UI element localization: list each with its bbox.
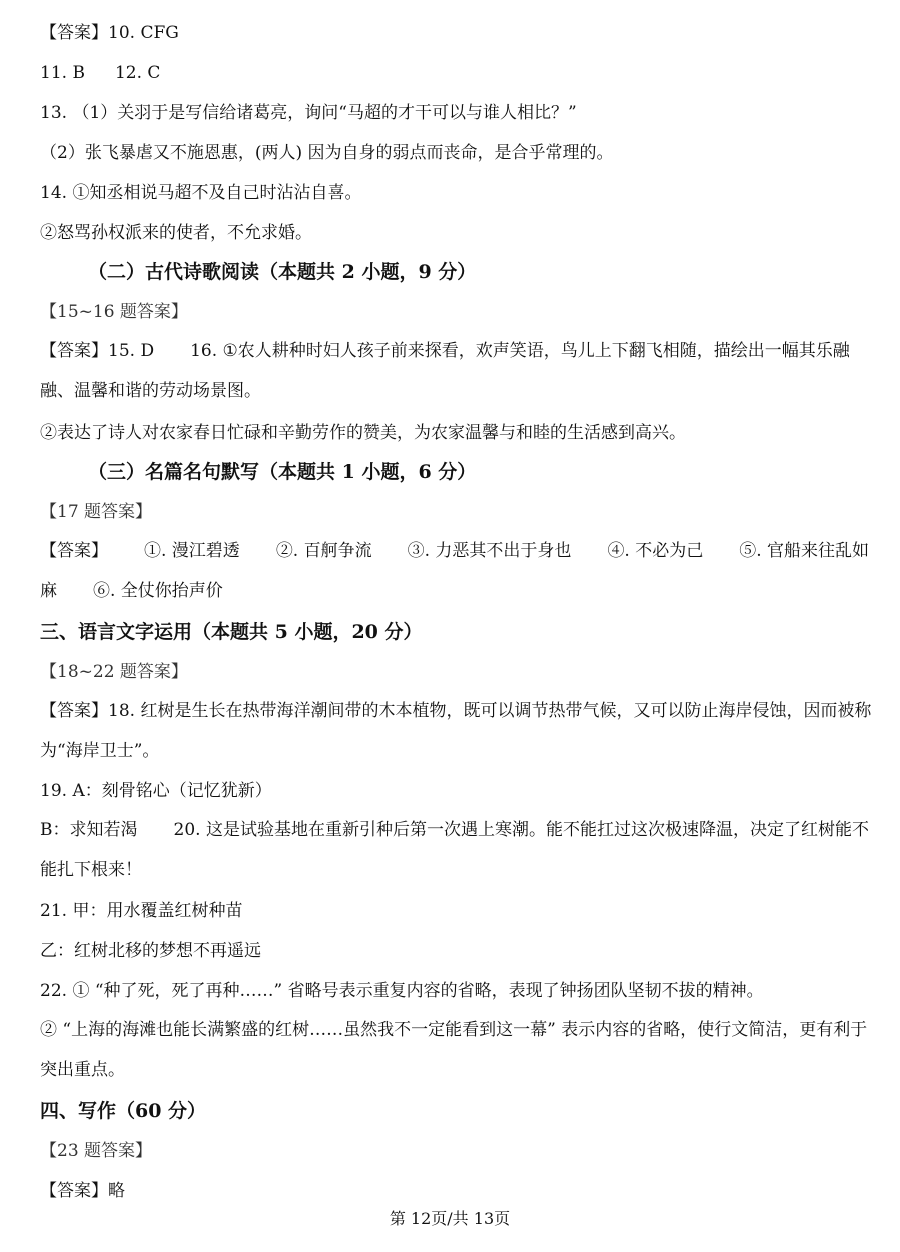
section-heading-dictation: （三）名篇名句默写（本题共 1 小题，6 分） [88, 461, 477, 483]
answer-14-part1: 14. ①知丞相说马超不及自己时沾沾自喜。 [40, 183, 362, 203]
answer-21-b: 乙：红树北移的梦想不再遥远 [40, 941, 261, 961]
answer-18: 【答案】18. 红树是生长在热带海洋潮间带的木本植物，既可以调节热带气候，又可以防止海岸侵蚀，因而被称为“海岸卫士”。 [40, 701, 872, 761]
dictation-item-2: ②. 百舸争流 [275, 541, 372, 561]
answer-20: 20. 这是试验基地在重新引种后第一次遇上寒潮。能不能扛过这次极速降温，决定了红树能不能扎下根来！ [40, 820, 869, 880]
dictation-item-5: ⑤. 官船来往乱如麻 [40, 541, 870, 601]
answer-19-b: B：求知若渴 [40, 820, 138, 840]
answer-group-18-22: 【18~22 题答案】 [40, 662, 188, 682]
answer-22-part1: 22. ① “种了死，死了再种……” 省略号表示重复内容的省略，表现了钟扬团队坚韧不拔的精神。 [40, 981, 764, 1001]
page-number-footer: 第 12页/共 13页 [389, 1209, 511, 1228]
section-heading-poetry: （二）古代诗歌阅读（本题共 2 小题，9 分） [88, 261, 477, 283]
answer-group-23: 【23 题答案】 [40, 1141, 153, 1161]
answer-23: 【答案】略 [40, 1181, 125, 1201]
dictation-item-6: ⑥. 全仗你抬声价 [93, 581, 223, 601]
answer-group-17: 【17 题答案】 [40, 502, 153, 522]
answer-10: 【答案】10. CFG [40, 23, 179, 43]
answer-17 [40, 531, 872, 611]
answer-group-15-16: 【15~16 题答案】 [40, 302, 188, 322]
answers-11-12 [40, 61, 872, 85]
dictation-item-4: ④. 不必为己 [607, 541, 704, 561]
answer-11: 11. B [40, 63, 85, 83]
answer-16: 16. ①农人耕种时妇人孩子前来探看，欢声笑语，鸟儿上下翻飞相随，描绘出一幅其乐融融、温馨和谐的劳动场景图。 [40, 341, 850, 401]
dictation-item-3: ③. 力恶其不出于身也 [407, 541, 572, 561]
answer-22-part2: ② “上海的海滩也能长满繁盛的红树……虽然我不一定能看到这一幕” 表示内容的省略，使行文简洁，更有利于突出重点。 [40, 1020, 868, 1080]
answers-19b-20 [40, 810, 872, 890]
answer-14-part2: ②怒骂孙权派来的使者，不允求婚。 [40, 223, 312, 243]
answer-16-part2: ②表达了诗人对农家春日忙碌和辛勤劳作的赞美，为农家温馨与和睦的生活感到高兴。 [40, 423, 686, 443]
answer-21-a: 21. 甲：用水覆盖红树种苗 [40, 901, 243, 921]
answer-label: 【答案】 [40, 541, 108, 561]
answer-15: 【答案】15. D [40, 341, 155, 361]
section-heading-writing: 四、写作（60 分） [40, 1100, 207, 1122]
answer-13-part2: （2）张飞暴虐又不施恩惠，(两人) 因为自身的弱点而丧命，是合乎常理的。 [40, 143, 614, 163]
answer-19-a: 19. A：刻骨铭心（记忆犹新） [40, 781, 272, 801]
answer-13-part1: 13. （1）关羽于是写信给诸葛亮，询问“马超的才干可以与谁人相比？” [40, 103, 577, 123]
answers-15-16 [40, 331, 872, 411]
answer-12: 12. C [114, 63, 161, 83]
dictation-item-1: ①. 漫江碧透 [144, 541, 240, 561]
section-heading-language: 三、语言文字运用（本题共 5 小题，20 分） [40, 621, 423, 643]
